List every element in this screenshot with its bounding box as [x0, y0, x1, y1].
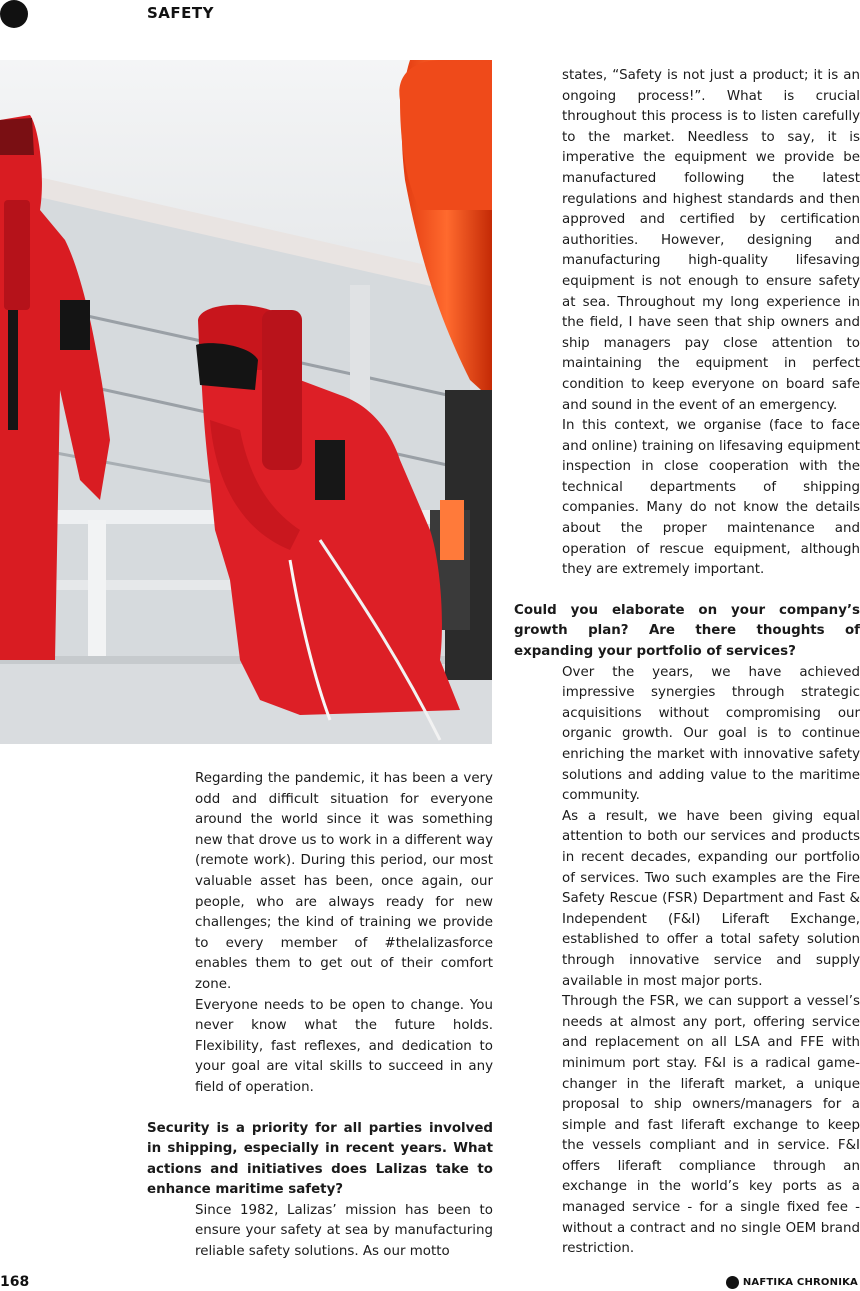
page-number: 168 — [0, 1274, 30, 1290]
photo-crew-in-immersion-suits — [0, 60, 492, 744]
body-paragraph: Everyone needs to be open to change. You never know what the future holds. Flexibility, fast reflexes, and dedication to your goal are vital skills to succeed in any field of operation. — [195, 997, 493, 1095]
footer-brand — [726, 1276, 858, 1289]
body-paragraph: Through the FSR, we can support a vessel’s needs at almost any port, offering service and replacement on all LSA and FFE with minimum port stay. F&I is a radical game-changer in the liferaft market, a unique proposal to ship owners/managers for a simple and fast liferaft exchange to keep the vessels compliant and in service. F&I offers liferaft compliance through an exchange in the world’s key ports as a managed service - for a single fixed fee - without a contract and no single OEM brand restriction. — [562, 994, 860, 1257]
interview-question: Could you elaborate on your company’s growth plan? Are there thoughts of expanding your portfolio of services? — [514, 602, 860, 660]
body-paragraph: Regarding the pandemic, it has been a very odd and difficult situation for everyone around the world since it was something new that drove us to work in a different way (remote work). During this period, our most valuable asset has been, once again, our people, who are always ready for new challenges; the kind of training we provide to every member of #thelalizasforce enables them to get out of their comfort zone. — [195, 771, 493, 992]
brand-logo-icon — [726, 1276, 739, 1289]
magazine-logo-icon — [0, 0, 28, 28]
right-column — [514, 66, 860, 1260]
interview-question: Security is a priority for all parties involved in shipping, especially in recent years. What actions and initiatives does Lalizas take to enhance maritime safety? — [147, 1120, 493, 1198]
body-paragraph: As a result, we have been giving equal attention to both our services and products in recent decades, expanding our portfolio of services. Two such examples are the Fire Safety Rescue (FSR) Department and Fast & Independent (F&I) Liferaft Exchange, established to offer a total safety solution through innovative service and supply available in most major ports. — [562, 808, 860, 989]
brand-name: NAFTIKA CHRONIKA — [742, 1277, 858, 1288]
body-paragraph: states, “Safety is not just a product; it is an ongoing process!”. What is crucial throughout this process is to listen carefully to the market. Needless to say, it is imperative the equipment we provide be manufactured following the latest regulations and highest standards and then approved and certified by certification authorities. However, designing and manufacturing high-quality lifesaving equipment is not enough to ensure safety at sea. Throughout my long experience in the field, I have seen that ship owners and ship managers pay close attention to maintaining the equipment in perfect condition to keep everyone on board safe and sound in the event of an emergency. — [562, 68, 860, 413]
section-label: SAFETY — [147, 4, 214, 22]
left-column — [147, 769, 493, 1263]
body-paragraph: Over the years, we have achieved impressive synergies through strategic acquisitions without compromising our organic growth. Our goal is to continue enriching the market with innovative safety solutions and adding value to the maritime community. — [562, 664, 860, 804]
body-paragraph: In this context, we organise (face to face and online) training on lifesaving equipment inspection in close cooperation with the technical departments of shipping companies. Many do not know the details about the proper maintenance and operation of rescue equipment, although they are extremely important. — [562, 418, 860, 578]
body-paragraph: Since 1982, Lalizas’ mission has been to ensure your safety at sea by manufacturing reliable safety solutions. As our motto — [195, 1202, 493, 1260]
